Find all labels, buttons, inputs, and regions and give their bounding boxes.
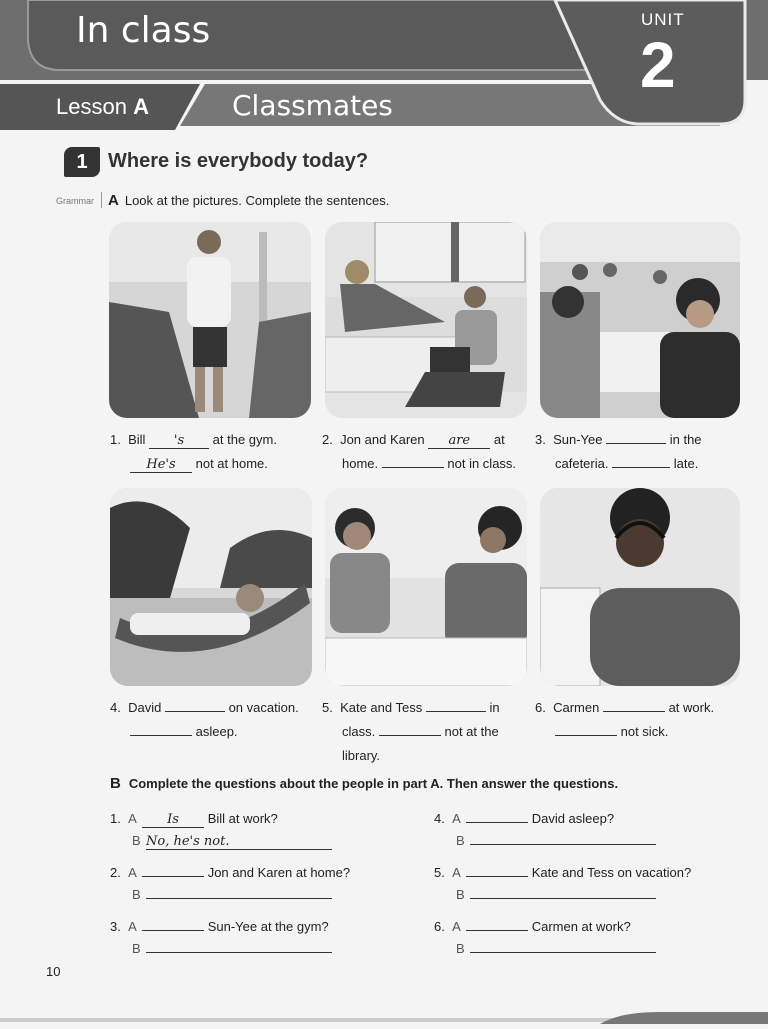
item-text: at	[493, 432, 505, 447]
speaker-b: B	[456, 887, 465, 902]
question-5	[434, 862, 734, 906]
question-number: 1.	[110, 811, 121, 826]
answer-blank[interactable]	[426, 697, 486, 712]
question-3	[110, 916, 410, 960]
item-3	[535, 428, 750, 476]
part-a-text: Look at the pictures. Complete the sentences.	[124, 193, 390, 208]
item-4	[110, 696, 320, 744]
unit-number: 2	[640, 29, 676, 101]
question-number: 4.	[434, 811, 445, 826]
answer-blank[interactable]	[466, 862, 528, 877]
unit-header	[0, 0, 768, 135]
answer-blank[interactable]	[466, 808, 528, 823]
answer-blank[interactable]	[142, 916, 204, 931]
question-2	[110, 862, 410, 906]
answer-line[interactable]	[146, 884, 332, 899]
item-1	[110, 428, 310, 476]
page-footer	[0, 1008, 768, 1024]
answer-blank[interactable]	[606, 429, 666, 444]
part-a-letter: A	[108, 192, 119, 209]
item-text: in	[489, 700, 500, 715]
item-text: Kate and Tess	[340, 700, 423, 715]
answer-blank[interactable]	[612, 453, 670, 468]
item-text: on vacation.	[228, 700, 299, 715]
answer-blank[interactable]	[130, 721, 192, 736]
item-text: cafeteria.	[555, 456, 609, 471]
speaker-a: A	[128, 865, 137, 880]
speaker-b: B	[456, 941, 465, 956]
question-number: 6.	[434, 919, 445, 934]
item-text: David	[128, 700, 162, 715]
answer-line[interactable]	[470, 884, 656, 899]
item-5	[322, 696, 532, 768]
section-number-badge: 1	[64, 147, 100, 177]
question-text: Sun-Yee at the gym?	[207, 919, 329, 934]
speaker-b: B	[456, 833, 465, 848]
item-number: 5.	[322, 700, 333, 715]
item-text: not at the	[444, 724, 499, 739]
question-4	[434, 808, 734, 852]
answer-blank[interactable]	[603, 697, 665, 712]
item-2	[322, 428, 532, 476]
speaker-a: A	[452, 919, 461, 934]
speaker-a: A	[128, 811, 137, 826]
item-text: at the gym.	[212, 432, 277, 447]
item-text: Jon and Karen	[340, 432, 425, 447]
item-text: home.	[342, 456, 379, 471]
item-text: Sun-Yee	[553, 432, 603, 447]
photo-gym	[109, 222, 311, 418]
lesson-label	[56, 94, 149, 120]
photo-call-center	[540, 488, 740, 686]
question-number: 2.	[110, 865, 121, 880]
answer-line[interactable]	[470, 938, 656, 953]
answer-line[interactable]	[146, 938, 332, 953]
answer-blank[interactable]: He's	[130, 458, 192, 473]
question-1	[110, 808, 410, 852]
lesson-title: Classmates	[232, 89, 393, 122]
question-text: Kate and Tess on vacation?	[531, 865, 692, 880]
speaker-b: B	[132, 833, 141, 848]
photo-classroom	[325, 488, 527, 686]
item-text: late.	[673, 456, 699, 471]
item-text: class.	[342, 724, 376, 739]
question-text: Carmen at work?	[531, 919, 631, 934]
item-text: not in class.	[447, 456, 517, 471]
answer-blank[interactable]	[555, 721, 617, 736]
page-number: 10	[46, 964, 61, 979]
photo-hammock	[110, 488, 312, 686]
question-text: Bill at work?	[207, 811, 278, 826]
speaker-a: A	[452, 865, 461, 880]
item-number: 1.	[110, 432, 121, 447]
answer-blank[interactable]: 's	[149, 434, 209, 449]
answer-blank[interactable]	[165, 697, 225, 712]
question-number: 5.	[434, 865, 445, 880]
item-text: library.	[342, 748, 381, 763]
answer-blank[interactable]	[142, 862, 204, 877]
speaker-a: A	[128, 919, 137, 934]
answer-blank[interactable]	[466, 916, 528, 931]
grammar-tag: Grammar	[56, 196, 94, 206]
question-text: Jon and Karen at home?	[207, 865, 351, 880]
item-number: 2.	[322, 432, 333, 447]
speaker-a: A	[452, 811, 461, 826]
answer-blank[interactable]: Is	[142, 813, 204, 828]
answer-blank[interactable]: are	[428, 434, 490, 449]
answer-line[interactable]	[470, 830, 656, 845]
item-text: asleep.	[195, 724, 238, 739]
item-text: not at home.	[195, 456, 268, 471]
speaker-b: B	[132, 941, 141, 956]
item-text: at work.	[668, 700, 715, 715]
part-b-instruction	[110, 775, 618, 792]
lesson-word: Lesson	[56, 94, 127, 119]
item-6	[535, 696, 750, 744]
part-a-instruction	[108, 192, 389, 209]
item-text: in the	[669, 432, 702, 447]
answer-line[interactable]: No, he's not.	[146, 835, 332, 850]
lesson-letter: A	[133, 94, 149, 119]
question-6	[434, 916, 734, 960]
question-number: 3.	[110, 919, 121, 934]
answer-blank[interactable]	[379, 721, 441, 736]
item-number: 4.	[110, 700, 121, 715]
section-title: Where is everybody today?	[108, 150, 369, 172]
item-number: 3.	[535, 432, 546, 447]
part-b-text: Complete the questions about the people in part A. Then answer the questions.	[128, 776, 619, 791]
item-text: not sick.	[620, 724, 669, 739]
divider	[101, 192, 102, 208]
item-number: 6.	[535, 700, 546, 715]
question-text: David asleep?	[531, 811, 615, 826]
answer-blank[interactable]	[382, 453, 444, 468]
speaker-b: B	[132, 887, 141, 902]
chapter-title: In class	[76, 10, 211, 51]
unit-label: UNIT	[641, 10, 685, 29]
item-text: Carmen	[553, 700, 600, 715]
item-text: Bill	[128, 432, 146, 447]
photo-living-room	[325, 222, 527, 418]
photo-cafeteria	[540, 222, 740, 418]
part-b-letter: B	[110, 775, 121, 792]
